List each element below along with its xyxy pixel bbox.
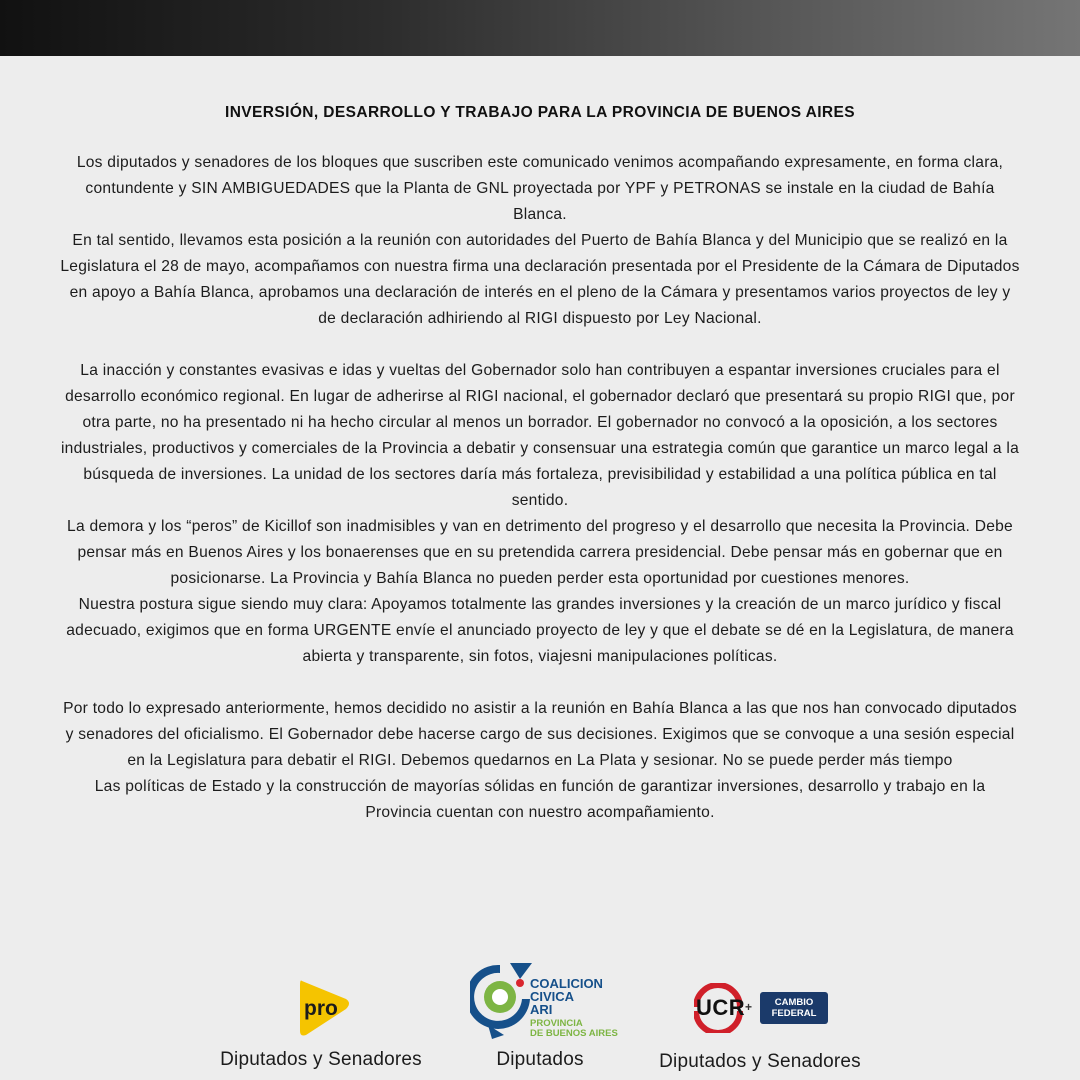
plus-sign: + [745,1000,753,1014]
paragraph-7: Las políticas de Estado y la construcción de mayorías sólidas en función de garantizar inversiones, desarrollo y trabajo en la Provincia cuentan con nuestro acompañamiento. [94,778,986,821]
cf-line1: CAMBIO [774,997,814,1008]
cc-wordmark [530,977,603,1016]
ucr-caption-block [640,1051,880,1073]
cc-caption-block [480,1049,600,1071]
top-gradient-bar [0,0,1080,56]
paragraph-3: La inacción y constantes evasivas e idas y vueltas del Gobernador solo han contribuyen a espantar inversiones cruciales para el desarrollo económico regional. En lugar de adherirse al RIGI nacional, el gobernador declaró que presentará su propio RIGI que, por otra parte, no ha presentado ni ha hecho circular al menos un borrador. El gobernador no convocó a la oposición, a los sectores industriales, productivos y comerciales de la Provincia a debatir y consensuar una estrategia común que garantice un marco legal a la búsqueda de inversiones. La unidad de los sectores daría más fortaleza, previsibilidad y estabilidad a una política pública en tal sentido. [60,362,1020,509]
cambio-federal-badge [760,992,828,1024]
paragraph-4: La demora y los “peros” de Kicillof son inadmisibles y van en detrimento del progreso y el desarrollo que necesita la Provincia. Debe pensar más en Buenos Aires y los bonaerenses que en su pretendida carrera presidencial. Debe pensar más en gobernar que en posicionarse. La Provincia y Bahía Blanca no pueden perder esta oportunidad por cuestiones menores. [67,518,1013,587]
cc-subtitle [530,1019,618,1039]
paragraph-6: Por todo lo expresado anteriormente, hemos decidido no asistir a la reunión en Bahía Blanca a las que nos han convocado diputados y senadores del oficialismo. El Gobernador debe hacerse cargo de sus decisiones. Exigimos que se convoque a una sesión especial en la Legislatura para debatir el RIGI. Debemos quedarnos en La Plata y sesionar. No se puede perder más tiempo [63,700,1017,769]
document-body [60,104,1020,826]
paragraph-5: Nuestra postura sigue siendo muy clara: Apoyamos totalmente las grandes inversiones y la creación de un marco jurídico y fiscal adecuado, exigimos que en forma URGENTE envíe el anunciado proyecto de ley y que el debate se dé en la Legislatura, de manera abierta y transparente, sin fotos, viajesni manipulaciones políticas. [66,596,1014,665]
signatory-logos [0,955,1080,1080]
pro-caption: Diputados y Senadores [220,1049,422,1070]
paragraph-2: En tal sentido, llevamos esta posición a la reunión con autoridades del Puerto de Bahía Blanca y del Municipio que se realizó en la Legislatura el 28 de mayo, acompañamos con nuestra firma una declaración presentada por el Presidente de la Cámara de Diputados en apoyo a Bahía Blanca, aprobamos una declaración de interés en el pleno de la Cámara y presentamos varios proyectos de ley y de declaración adhiriendo al RIGI dispuesto por Ley Nacional. [60,232,1020,327]
paragraph-1: Los diputados y senadores de los bloques que suscriben este comunicado venimos acompañando expresamente, en forma clara, contundente y SIN AMBIGUEDADES que la Planta de GNL proyectada por YPF y PETRONAS se instale en la ciudad de Bahía Blanca. [76,154,1004,223]
cc-line1: COALICION [530,976,603,991]
cc-line2: CIVICA [530,989,575,1004]
cc-sub1: PROVINCIA [530,1018,583,1029]
ucr-wordmark: UCR [696,995,746,1020]
pro-logo [296,977,352,1037]
cc-sub2: DE BUENOS AIRES [530,1028,618,1039]
pro-wordmark: pro [304,997,338,1020]
cc-caption: Diputados [496,1049,584,1070]
document-title: INVERSIÓN, DESARROLLO Y TRABAJO PARA LA PROVINCIA DE BUENOS AIRES [225,104,855,121]
ucr-caption: Diputados y Senadores [659,1051,861,1072]
cc-line3: ARI [530,1002,553,1017]
pro-caption-block [200,1049,442,1071]
cf-line2: FEDERAL [771,1008,817,1019]
